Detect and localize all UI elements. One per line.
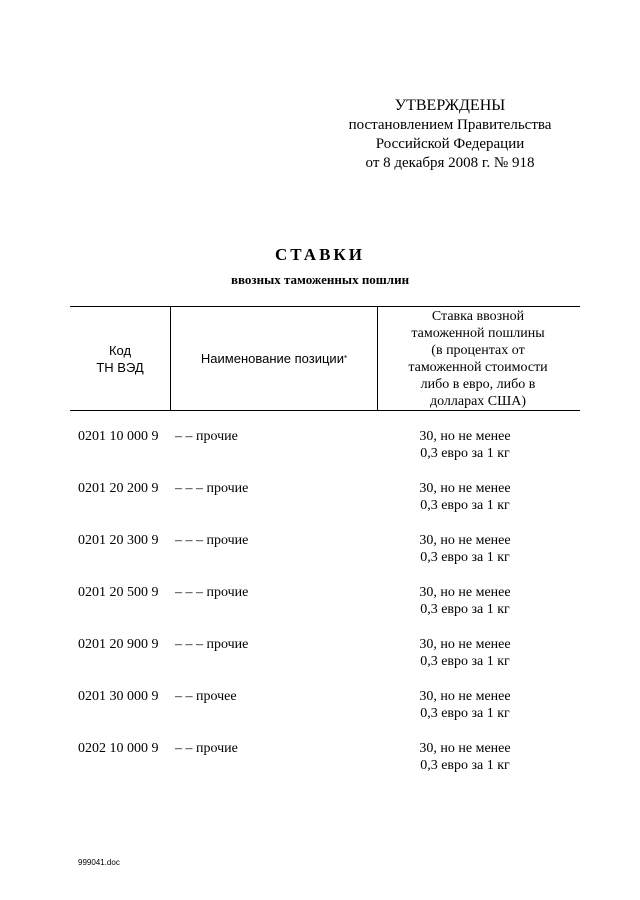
- row-code: 0201 20 500 9: [78, 585, 159, 600]
- table-row: [0, 636, 640, 688]
- row-rate-line-2: 0,3 евро за 1 кг: [420, 550, 510, 565]
- row-rate: [380, 428, 550, 462]
- table-row: [0, 532, 640, 584]
- row-code: 0201 10 000 9: [78, 429, 159, 444]
- row-rate: [380, 740, 550, 774]
- document-title: СТАВКИ: [275, 245, 365, 264]
- approval-line-1: постановлением Правительства: [348, 117, 552, 133]
- table-header: [70, 306, 580, 411]
- row-name: – – – прочие: [175, 533, 249, 548]
- row-rate-line-1: 30, но не менее: [419, 741, 511, 756]
- approval-line-2: Российской Федерации: [375, 136, 525, 152]
- row-rate-line-2: 0,3 евро за 1 кг: [420, 446, 510, 461]
- row-code: 0201 20 200 9: [78, 481, 159, 496]
- header-rate-line: либо в евро, либо в: [420, 376, 536, 392]
- row-rate-line-1: 30, но не менее: [419, 429, 511, 444]
- row-rate: [380, 636, 550, 670]
- row-rate-line-1: 30, но не менее: [419, 689, 511, 704]
- header-rate-line: таможенной пошлины: [411, 325, 545, 341]
- row-rate-line-1: 30, но не менее: [419, 481, 511, 496]
- table-row: [0, 688, 640, 740]
- header-name: [170, 307, 378, 410]
- row-rate-line-2: 0,3 евро за 1 кг: [420, 654, 510, 669]
- header-rate-line: долларах США): [429, 393, 527, 409]
- row-name: – – прочее: [175, 689, 237, 704]
- row-rate-line-1: 30, но не менее: [419, 585, 511, 600]
- header-code: [70, 307, 170, 410]
- approval-block: [320, 96, 580, 173]
- header-code-line-2: ТН ВЭД: [96, 359, 144, 375]
- row-code: 0201 30 000 9: [78, 689, 159, 704]
- row-rate-line-1: 30, но не менее: [419, 533, 511, 548]
- row-code: 0202 10 000 9: [78, 741, 159, 756]
- row-rate-line-1: 30, но не менее: [419, 637, 511, 652]
- row-rate-line-2: 0,3 евро за 1 кг: [420, 706, 510, 721]
- header-code-line-1: Код: [108, 342, 132, 358]
- row-code: 0201 20 900 9: [78, 637, 159, 652]
- row-rate: [380, 532, 550, 566]
- table-row: [0, 480, 640, 532]
- row-name: – – – прочие: [175, 585, 249, 600]
- approval-line-3: от 8 декабря 2008 г. № 918: [365, 155, 535, 171]
- row-rate: [380, 688, 550, 722]
- header-rate-line: таможенной стоимости: [408, 359, 548, 375]
- row-rate-line-2: 0,3 евро за 1 кг: [420, 498, 510, 513]
- document-subtitle: ввозных таможенных пошлин: [230, 272, 410, 287]
- row-name: – – прочие: [175, 741, 238, 756]
- table-body: [0, 428, 640, 792]
- table-row: [0, 428, 640, 480]
- header-name-footnote: *: [343, 354, 348, 363]
- header-rate: [376, 307, 580, 410]
- table-row: [0, 740, 640, 792]
- header-rate-line: Ставка ввозной: [431, 308, 525, 324]
- row-name: – – – прочие: [175, 637, 249, 652]
- row-rate: [380, 480, 550, 514]
- approval-title: УТВЕРЖДЕНЫ: [394, 97, 506, 114]
- header-rate-line: (в процентах от: [431, 342, 525, 358]
- row-rate: [380, 584, 550, 618]
- header-name-label: Наименование позиции: [200, 351, 344, 366]
- row-name: – – – прочие: [175, 481, 249, 496]
- footer-filename: 999041.doc: [78, 858, 120, 867]
- row-name: – – прочие: [175, 429, 238, 444]
- row-rate-line-2: 0,3 евро за 1 кг: [420, 758, 510, 773]
- table-row: [0, 584, 640, 636]
- row-rate-line-2: 0,3 евро за 1 кг: [420, 602, 510, 617]
- row-code: 0201 20 300 9: [78, 533, 159, 548]
